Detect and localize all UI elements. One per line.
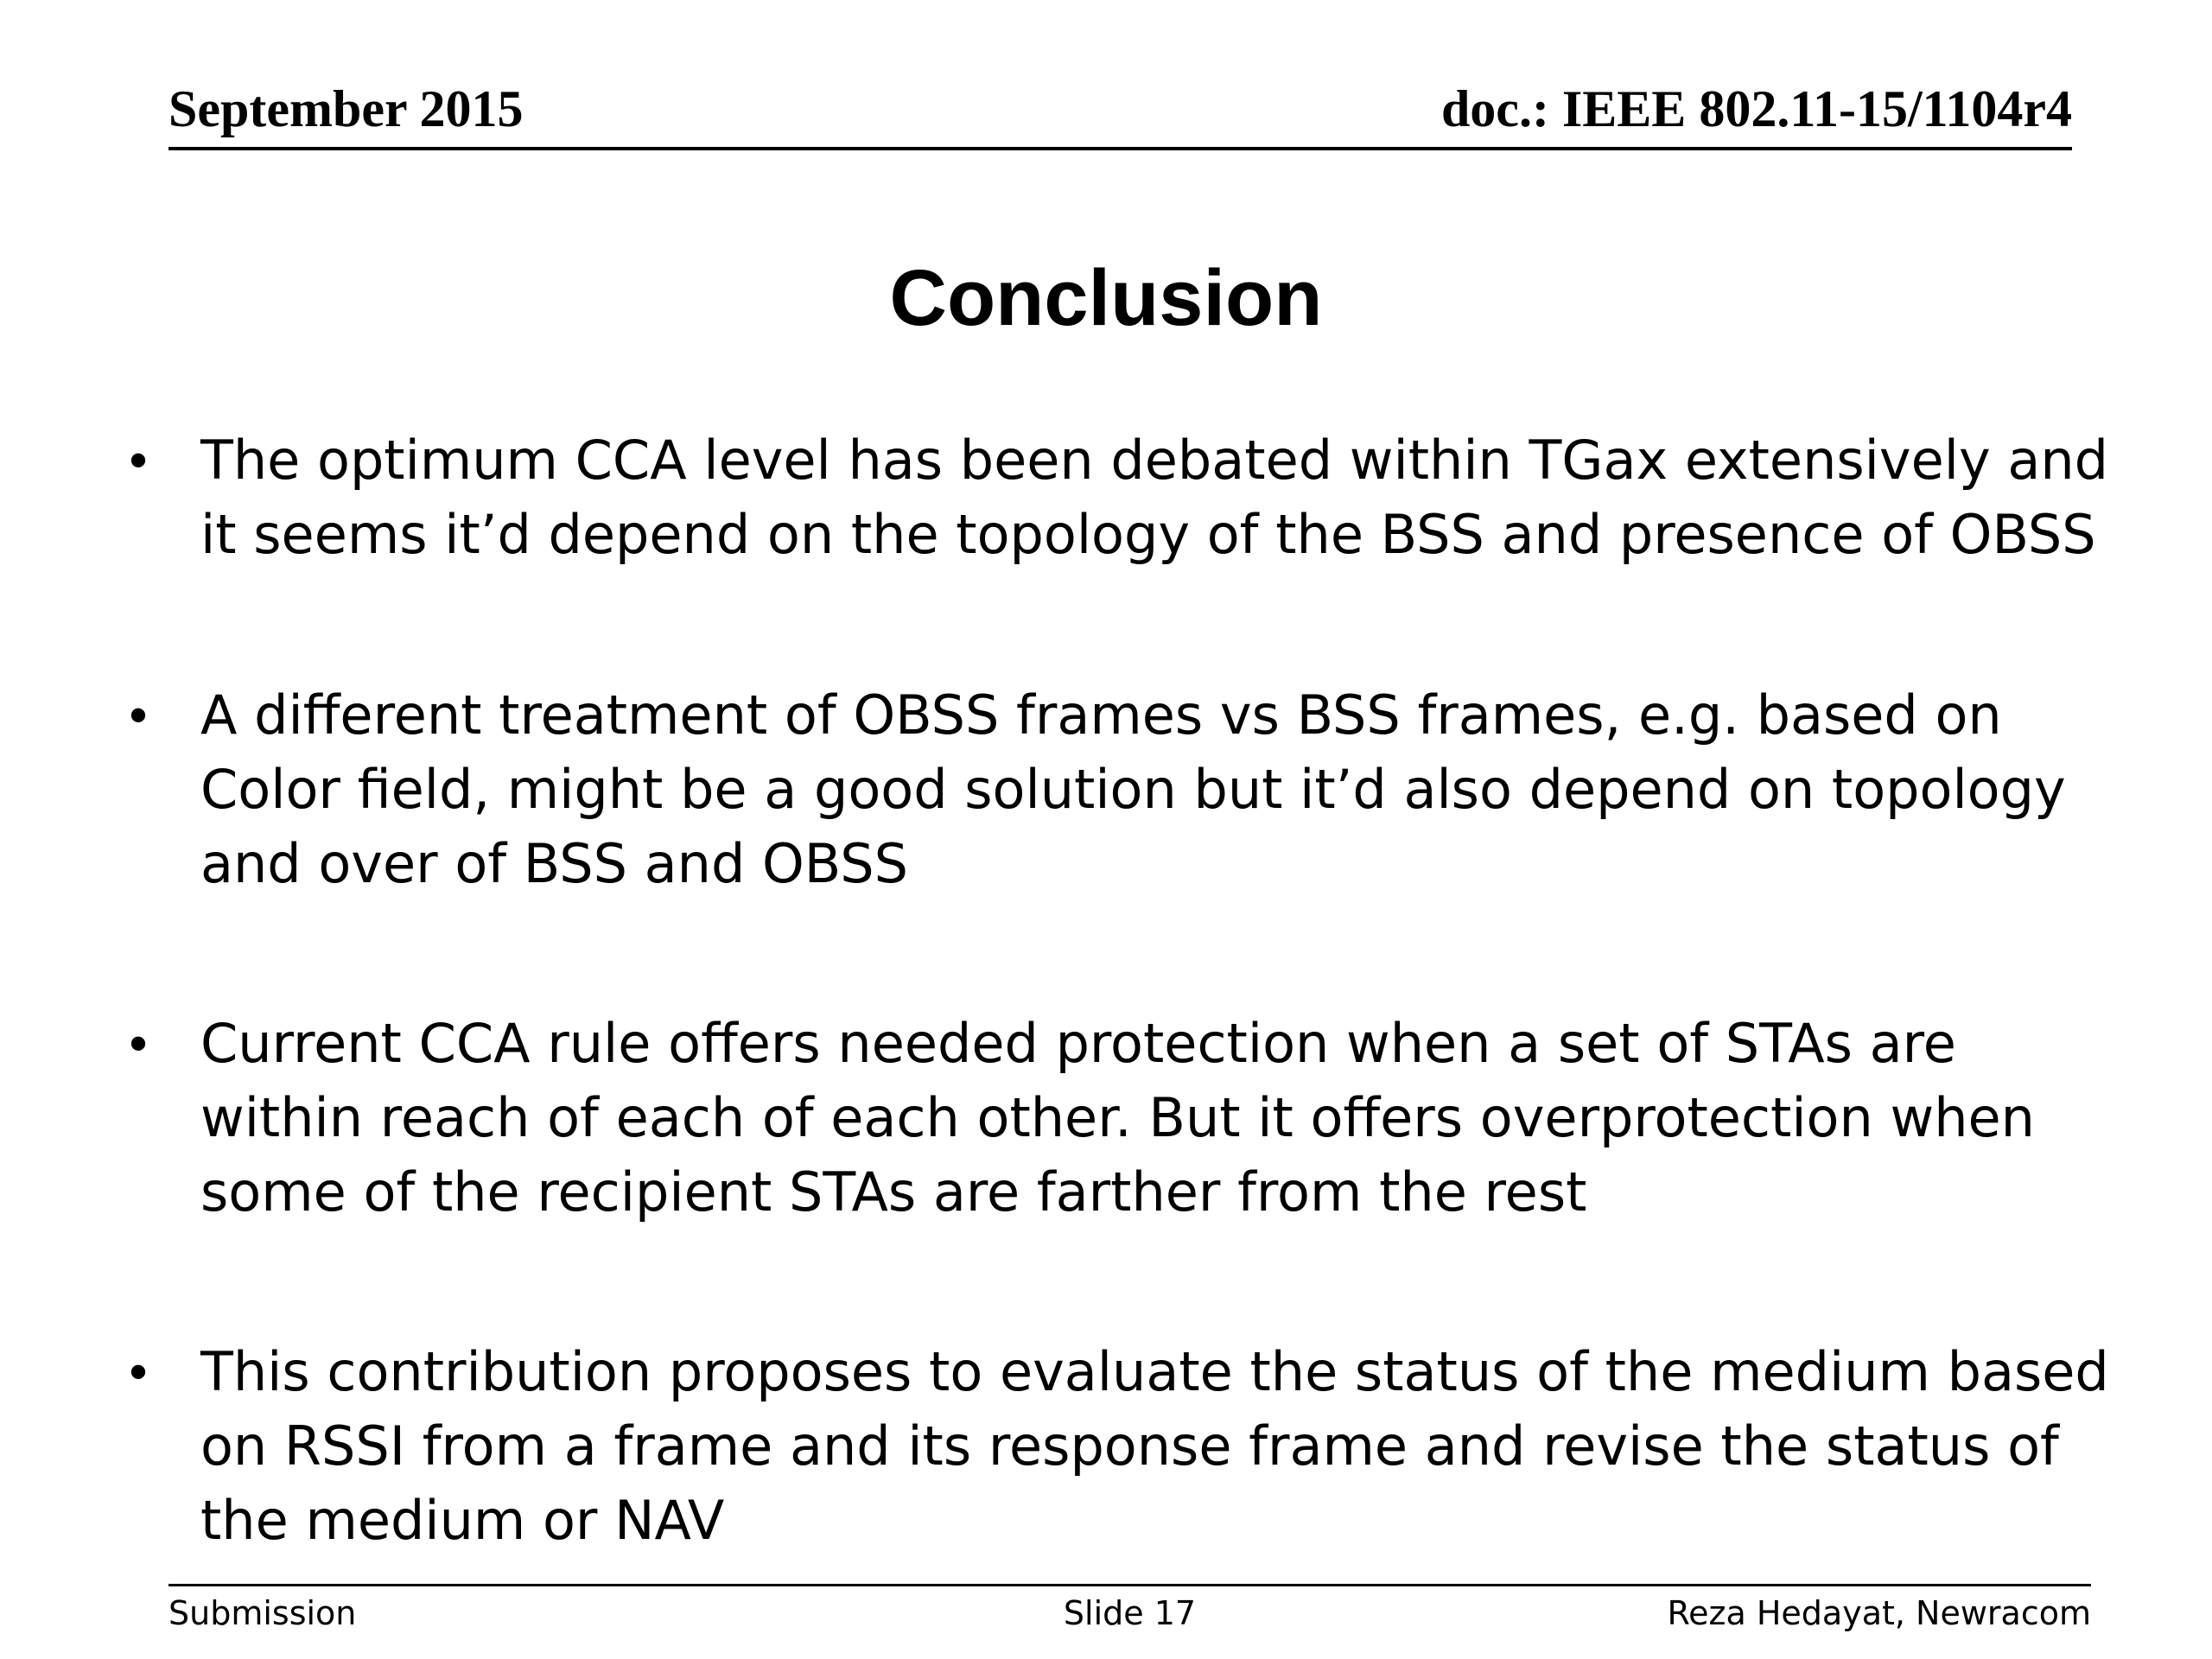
bullet-dot-icon: •: [129, 686, 148, 744]
bullet-text: The optimum CCA level has been debated within TGax extensively and it seems it’d depend on the topology of the BSS and presence of OBSS: [200, 429, 2108, 566]
bullet-dot-icon: •: [129, 1343, 148, 1401]
slide-title: Conclusion: [889, 254, 1323, 342]
slide-header: [168, 82, 2072, 150]
bullet-text: Current CCA rule offers needed protection when a set of STAs are within reach of each of each other. But it offers overprotection when some of the recipient STAs are farther from the rest: [200, 1012, 2035, 1224]
footer-author: Reza Hedayat, Newracom: [1667, 1594, 2091, 1632]
footer-submission: Submission: [168, 1594, 357, 1632]
footer-slide-number: Slide 17: [1063, 1594, 1197, 1632]
bullet-text: This contribution proposes to evaluate the status of the medium based on RSSI from a frame and its response frame and revise the status of the medium or NAV: [200, 1340, 2109, 1552]
bullet-dot-icon: •: [129, 1014, 148, 1072]
header-doc-number: doc.: IEEE 802.11-15/1104r4: [1440, 80, 2072, 137]
bullet-text: A different treatment of OBSS frames vs BSS frames, e.g. based on Color field, might be a good solution but it’d also depend on topology and over of BSS and OBSS: [200, 683, 2066, 895]
slide-footer: [168, 1584, 2091, 1638]
bullet-dot-icon: •: [129, 431, 148, 489]
header-date: September 2015: [168, 80, 524, 137]
